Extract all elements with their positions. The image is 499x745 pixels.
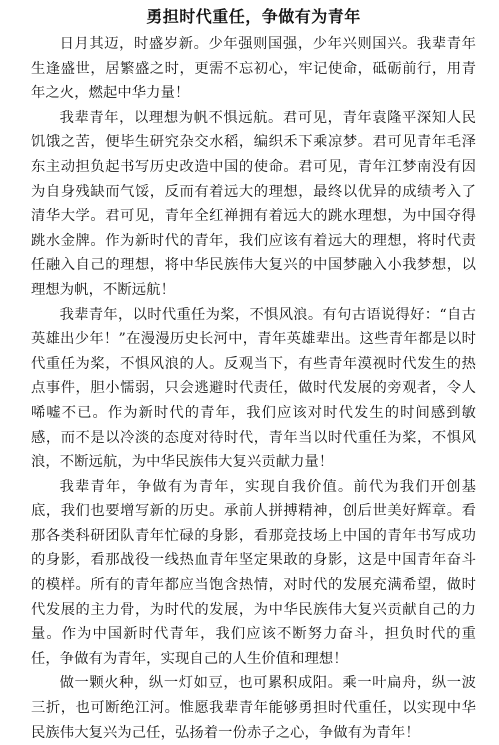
paragraph-responsibility: 我辈青年，以时代重任为桨，不惧风浪。有句古语说得好：“自古英雄出少年！”在漫漫历史长河中，青年英雄辈出。这些青年都是以时代重任为桨，不惧风浪的人。反观当下，有些青年漠视时代发生的热点事件，胆小懦弱，只会逃避时代责任，做时代发展的旁观者，令人唏嘘不已。作为新时代的青年，我们应该对时代发生的时间感到敏感，而不是以冷淡的态度对待时代，青年当以时代重任为桨，不惧风浪，不断远航，为中华民族伟大复兴贡献力量！ xyxy=(31,306,476,471)
paragraph-ideals: 我辈青年，以理想为帆不惧远航。君可见，青年袁隆平深知人民饥饿之苦，便毕生研究杂交水稻，编织禾下乘凉梦。君可见青年毛泽东主动担负起书写历史改造中国的使命。君可见，青年江梦南没有因为自身残缺而气馁，反而有着远大的理想，最终以优异的成绩考入了清华大学。君可见，青年全红禅拥有着远大的跳水理想，为中国夺得跳水金牌。作为新时代的青年，我们应该有着远大的理想，将时代责任融入自己的理想，将中华民族伟大复兴的中国梦融入小我梦想，以理想为帆，不断远航！ xyxy=(31,109,476,298)
essay-title: 勇担时代重任，争做有为青年 xyxy=(146,7,361,26)
paragraph-self-value: 我辈青年，争做有为青年，实现自我价值。前代为我们开创基底，我们也要增写新的历史。承前人拼搏精神，创后世美好辉章。看那各类科研团队青年忙碌的身影，看那竞技场上中国的青年书写成功的身影，看那战役一线热血青年坚定果敢的身影，这是中国青年奋斗的模样。所有的青年都应当饱含热情，对时代的发展充满希望，做时代发展的主力骨，为时代的发展，为中华民族伟大复兴贡献自己的力量。作为中国新时代青年，我们应该不断努力奋斗，担负时代的重任，争做有为青年，实现自己的人生价值和理想！ xyxy=(31,478,476,667)
paragraph-conclusion: 做一颗火种，纵一灯如豆，也可累积成阳。乘一叶扁舟，纵一波三折，也可断绝江河。惟愿我辈青年能够勇担时代重任，以实现中华民族伟大复兴为己任，弘扬着一份赤子之心，争做有为青年！ xyxy=(31,675,476,741)
paragraph-intro: 日月其迈，时盛岁新。少年强则国强，少年兴则国兴。我辈青年生逢盛世，居繁盛之时，更需不忘初心，牢记使命，砥砺前行，用青年之火，燃起中华力量！ xyxy=(31,36,476,102)
